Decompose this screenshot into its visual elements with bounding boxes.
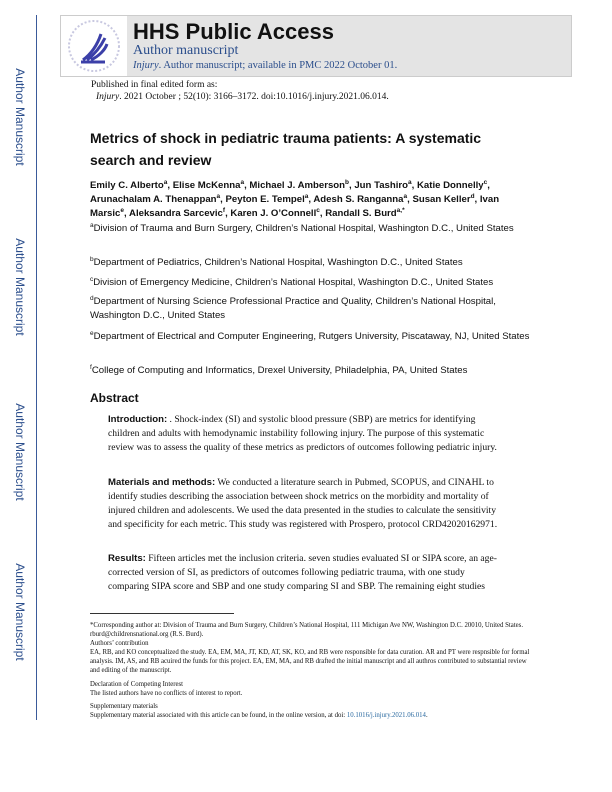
affiliation-key: a xyxy=(90,221,94,229)
affiliation-text: Division of Trauma and Burn Surgery, Children’s National Hospital, Washington D.C., United States xyxy=(93,223,514,234)
affiliation-key: e xyxy=(90,329,94,337)
section-label: Results: xyxy=(108,553,146,564)
corresponding-author: *Corresponding author at: Division of Trauma and Burn Surgery, Children’s National Hospital, 111 Michigan Ave NW, Washington D.C. 20010, United States. rburd@childrensnational.org (R.S. Burd). xyxy=(90,622,524,638)
affiliation xyxy=(90,276,530,290)
header-subtitle: Author manuscript xyxy=(133,43,239,58)
section-text: Fifteen articles met the inclusion criteria. seven studies evaluated SI or SIPA score, an age-corrected version of SI, as predictors of outcomes following pediatric trauma, with one study comparing SIPA score and SBP and one study comparing SI and SBP. The remaining eight studies xyxy=(108,553,497,592)
author: Emily C. Alberto xyxy=(90,180,164,191)
publication-info xyxy=(91,79,389,103)
sidebar-label: Author Manuscript xyxy=(13,68,27,166)
abstract-methods xyxy=(108,476,508,532)
affiliation-key: d xyxy=(90,294,94,302)
affiliation-mark: a xyxy=(403,192,408,200)
affiliation xyxy=(90,222,530,236)
author: Michael J. Amberson xyxy=(249,180,346,191)
section-text: . Shock-index (SI) and systolic blood pressure (SBP) are metrics for identifying children and adults with hemodynamic instability following injury. The purpose of this systematic review was to assess the quality of these metrics as predictors of outcomes following pediatric injury. xyxy=(108,414,497,453)
affiliation-mark: f xyxy=(222,206,226,214)
affiliation-mark: a xyxy=(408,178,412,186)
article-title: Metrics of shock in pediatric trauma patients: A systematic search and review xyxy=(90,130,482,168)
sidebar-label: Author Manuscript xyxy=(13,563,27,661)
author: Karen J. O’Connell xyxy=(230,208,317,219)
affiliation-text: Department of Nursing Science Professional Practice and Quality, Children’s National Hospital, Washington D.C., United States xyxy=(90,296,496,321)
affiliation-text: College of Computing and Informatics, Drexel University, Philadelphia, PA, United States xyxy=(91,365,468,376)
availability-text: . Author manuscript; available in PMC 2022 October 01. xyxy=(158,60,398,71)
affiliation-mark: c xyxy=(316,206,320,214)
publication-label: Published in final edited form as: xyxy=(91,80,218,90)
affiliation xyxy=(90,364,530,378)
supp-end: . xyxy=(425,712,428,719)
affiliation-mark: a xyxy=(216,192,221,200)
affiliation xyxy=(90,330,530,344)
author: Jun Tashiro xyxy=(354,180,409,191)
coi-text: The listed authors have no conflicts of interest to report. xyxy=(90,690,243,697)
affiliation-text: Department of Pediatrics, Children’s National Hospital, Washington D.C., United States xyxy=(93,257,463,268)
abstract-heading: Abstract xyxy=(90,391,139,405)
affiliation xyxy=(90,295,530,323)
affiliation-mark: b xyxy=(345,178,349,186)
coi-heading: Declaration of Competing Interest xyxy=(90,681,184,688)
affiliation-key: f xyxy=(90,363,92,371)
affiliation-text: Department of Electrical and Computer Engineering, Rutgers University, Piscataway, NJ, United States xyxy=(93,331,530,342)
affiliation-key: b xyxy=(90,255,94,263)
section-label: Introduction: xyxy=(108,414,168,425)
author: Randall S. Burd xyxy=(325,208,397,219)
section-text: We conducted a literature search in Pubmed, SCOPUS, and CINAHL to identify studies describing the association between shock metrics on the morbidity and mortality of injured children and adolescents. We used the data presented in the studies to calculate the sensitivity and specificity for each metric. This study was registered with Prospero, protocol CRD42020162971. xyxy=(108,477,498,530)
author-list: Emily C. Alberto$^a$, Elise McKenna$^a$, Michael J. Amberson$^b$, Jun Tashiro$^a$, Katie Donnelly$^c$, Arunachalam A. Thenappan$^a$, Peyton E. Tempel$^a$, Adesh S. Ranganna$^a$, Susan Keller$^d$, Ivan Marsic$^e$, Aleksandra Sarcevic$^f$, Karen J. O’Connell$^c$, Randall S. Burd$^{a,*}$ xyxy=(90,178,500,219)
affiliation-mark: a xyxy=(304,192,309,200)
author: Susan Keller xyxy=(412,194,471,205)
abstract-introduction xyxy=(108,413,508,455)
sidebar-rule xyxy=(36,15,37,720)
contrib-heading: Authors’ contribution xyxy=(90,640,149,647)
journal-name: Injury xyxy=(96,92,120,102)
author: Arunachalam A. Thenappan xyxy=(90,194,217,205)
section-label: Materials and methods: xyxy=(108,477,216,488)
sidebar-label: Author Manuscript xyxy=(13,403,27,501)
author: Elise McKenna xyxy=(172,180,241,191)
affiliation-text: Division of Emergency Medicine, Children’s National Hospital, Washington D.C., United States xyxy=(93,277,494,288)
affiliation xyxy=(90,256,530,270)
contrib-text: EA, RB, and KO conceptualized the study. EA, EM, MA, JT, KD, AT, SK, KO, and RB were responsible for data curation. AR and PT were respnsible for formal analysis. IM, AS, and RB acuired the funds for this project. EA, EM, MA, and RB drafted the initial manuscript and all authros contributed to substantial review and editing of the manuscript. xyxy=(90,649,530,674)
affiliation-mark: d xyxy=(470,192,475,200)
abstract-results xyxy=(108,552,508,594)
affiliation-mark: a,* xyxy=(396,206,405,214)
affiliation-mark: a xyxy=(240,178,245,186)
affiliation-key: c xyxy=(90,275,94,283)
author: Peyton E. Tempel xyxy=(225,194,305,205)
hhs-header xyxy=(60,15,572,77)
author: Katie Donnelly xyxy=(416,180,484,191)
supp-heading: Supplementary materials xyxy=(90,703,158,710)
doi-link[interactable]: 10.1016/j.injury.2021.06.014 xyxy=(346,712,426,719)
affiliation-mark: e xyxy=(120,206,125,214)
hhs-logo-icon xyxy=(61,16,127,76)
affiliation-mark: c xyxy=(483,178,488,186)
author: Ivan Marsic xyxy=(90,194,500,219)
footnote-rule xyxy=(90,613,234,614)
author: Adesh S. Ranganna xyxy=(313,194,404,205)
supp-body: Supplementary material associated with this article can be found, in the online version, at doi: xyxy=(90,712,347,719)
header-title: HHS Public Access xyxy=(133,19,334,44)
supp-text xyxy=(90,711,530,720)
journal-name: Injury xyxy=(133,60,159,71)
author: Aleksandra Sarcevic xyxy=(129,208,223,219)
affiliation-mark: a xyxy=(163,178,168,186)
citation: . 2021 October ; 52(10): 3166–3172. doi:10.1016/j.injury.2021.06.014. xyxy=(119,92,389,102)
sidebar-label: Author Manuscript xyxy=(13,238,27,336)
availability xyxy=(133,60,397,71)
